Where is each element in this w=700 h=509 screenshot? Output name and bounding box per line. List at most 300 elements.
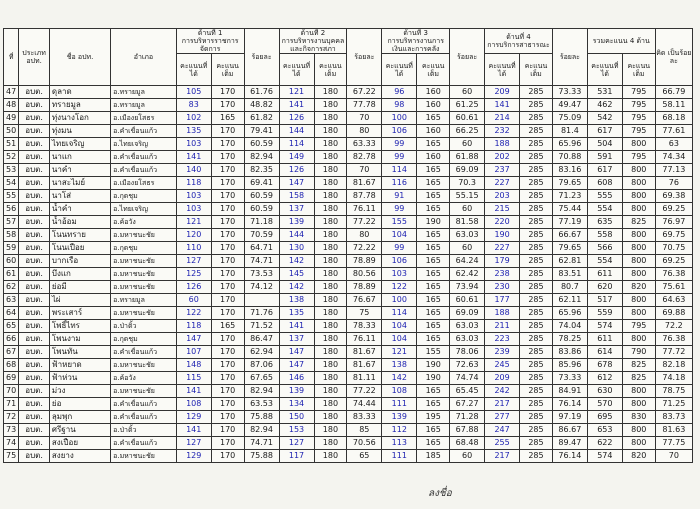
cell-g1-percent: 60.59 bbox=[244, 203, 279, 216]
cell-g4-percent: 73.33 bbox=[552, 372, 587, 385]
cell-g1-full: 170 bbox=[211, 346, 244, 359]
cell-g2-percent: 78.89 bbox=[347, 281, 382, 294]
cell-g4-got: 203 bbox=[485, 190, 520, 203]
total-full-header: คะแนนเต็ม bbox=[622, 54, 655, 86]
cell-g1-full: 170 bbox=[211, 398, 244, 411]
cell-g1-got: 127 bbox=[176, 437, 211, 450]
cell-g1-got: 148 bbox=[176, 359, 211, 372]
cell-total-full: 800 bbox=[622, 203, 655, 216]
cell-total-got: 554 bbox=[587, 203, 622, 216]
cell-g3-full: 165 bbox=[417, 385, 450, 398]
cell-type: อบต. bbox=[19, 112, 50, 125]
cell-g2-percent: 76.11 bbox=[347, 333, 382, 346]
cell-g1-got: 125 bbox=[176, 268, 211, 281]
cell-total-got: 504 bbox=[587, 138, 622, 151]
cell-g4-percent: 75.09 bbox=[552, 112, 587, 125]
cell-total-full: 800 bbox=[622, 333, 655, 346]
cell-g1-percent: 74.71 bbox=[244, 255, 279, 268]
g4-full-header: คะแนนเต็ม bbox=[520, 54, 553, 86]
cell-g4-full: 285 bbox=[520, 151, 553, 164]
cell-g1-percent: 75.88 bbox=[244, 411, 279, 424]
cell-g2-full: 180 bbox=[314, 255, 347, 268]
cell-type: อบต. bbox=[19, 138, 50, 151]
cell-g4-got: 277 bbox=[485, 411, 520, 424]
cell-g3-got: 113 bbox=[382, 437, 417, 450]
cell-g3-got: 99 bbox=[382, 242, 417, 255]
cell-g1-full: 170 bbox=[211, 359, 244, 372]
cell-g4-got: 188 bbox=[485, 138, 520, 151]
cell-g4-percent: 83.51 bbox=[552, 268, 587, 281]
table-row bbox=[4, 164, 693, 177]
cell-g1-full: 170 bbox=[211, 294, 244, 307]
cell-g4-got: 215 bbox=[485, 203, 520, 216]
cell-total-got: 695 bbox=[587, 411, 622, 424]
cell-g4-percent: 66.67 bbox=[552, 229, 587, 242]
table-row bbox=[4, 125, 693, 138]
cell-g3-percent: 60 bbox=[450, 242, 485, 255]
cell-amphoe: อ.มหาชนะชัย bbox=[111, 307, 177, 320]
cell-g2-percent: 70 bbox=[347, 112, 382, 125]
group2-header: ด้านที่ 2 การบริหารงานบุคคลและกิจการสภา bbox=[279, 29, 347, 54]
cell-g2-got: 141 bbox=[279, 99, 314, 112]
cell-g3-percent: 63.03 bbox=[450, 320, 485, 333]
table-row bbox=[4, 281, 693, 294]
cell-total-full: 790 bbox=[622, 346, 655, 359]
cell-g1-got: 110 bbox=[176, 242, 211, 255]
cell-no: 53 bbox=[4, 164, 19, 177]
cell-g1-percent: 70.59 bbox=[244, 229, 279, 242]
cell-g1-got: 118 bbox=[176, 177, 211, 190]
cell-g1-full: 170 bbox=[211, 424, 244, 437]
cell-g4-full: 285 bbox=[520, 398, 553, 411]
cell-amphoe: อ.มหาชนะชัย bbox=[111, 450, 177, 463]
cell-amphoe: อ.ไทยเจริญ bbox=[111, 138, 177, 151]
cell-g2-percent: 76.67 bbox=[347, 294, 382, 307]
cell-g4-full: 285 bbox=[520, 177, 553, 190]
table-row bbox=[4, 242, 693, 255]
cell-no: 64 bbox=[4, 307, 19, 320]
cell-g1-percent: 61.76 bbox=[244, 86, 279, 99]
cell-total-full: 825 bbox=[622, 372, 655, 385]
cell-g4-full: 285 bbox=[520, 203, 553, 216]
cell-g3-full: 165 bbox=[417, 281, 450, 294]
cell-g4-full: 285 bbox=[520, 242, 553, 255]
cell-total-full: 800 bbox=[622, 307, 655, 320]
cell-g3-full: 165 bbox=[417, 333, 450, 346]
cell-g2-full: 180 bbox=[314, 190, 347, 203]
cell-g4-got: 217 bbox=[485, 398, 520, 411]
cell-g3-full: 160 bbox=[417, 86, 450, 99]
cell-g2-percent: 87.78 bbox=[347, 190, 382, 203]
cell-g1-full: 170 bbox=[211, 385, 244, 398]
cell-g4-full: 285 bbox=[520, 229, 553, 242]
cell-total-percent: 58.11 bbox=[655, 99, 692, 112]
cell-g4-got: 188 bbox=[485, 307, 520, 320]
cell-g2-full: 180 bbox=[314, 411, 347, 424]
cell-name: สงยาง bbox=[49, 450, 110, 463]
cell-g4-percent: 73.33 bbox=[552, 86, 587, 99]
cell-no: 66 bbox=[4, 333, 19, 346]
group4-percent-header: ร้อยละ bbox=[552, 29, 587, 86]
cell-g4-got: 190 bbox=[485, 229, 520, 242]
cell-type: อบต. bbox=[19, 177, 50, 190]
cell-g4-full: 285 bbox=[520, 268, 553, 281]
cell-g3-percent: 60 bbox=[450, 203, 485, 216]
table-body bbox=[4, 86, 693, 463]
cell-g2-got: 139 bbox=[279, 216, 314, 229]
cell-g1-full: 170 bbox=[211, 242, 244, 255]
cell-g1-percent: 48.82 bbox=[244, 99, 279, 112]
cell-total-got: 678 bbox=[587, 359, 622, 372]
cell-g2-percent: 78.33 bbox=[347, 320, 382, 333]
table-row bbox=[4, 333, 693, 346]
cell-total-percent: 75.61 bbox=[655, 281, 692, 294]
cell-name: โนนทราย bbox=[49, 229, 110, 242]
cell-g2-percent: 77.22 bbox=[347, 385, 382, 398]
col-no-header: ที่ bbox=[4, 29, 19, 86]
cell-g4-got: 247 bbox=[485, 424, 520, 437]
cell-g2-got: 147 bbox=[279, 346, 314, 359]
cell-type: อบต. bbox=[19, 216, 50, 229]
cell-g4-percent: 76.14 bbox=[552, 398, 587, 411]
cell-no: 54 bbox=[4, 177, 19, 190]
cell-g3-percent: 60.61 bbox=[450, 112, 485, 125]
cell-g3-full: 165 bbox=[417, 138, 450, 151]
cell-g4-got: 239 bbox=[485, 346, 520, 359]
cell-g3-full: 160 bbox=[417, 99, 450, 112]
cell-g4-percent: 74.04 bbox=[552, 320, 587, 333]
cell-total-percent: 66.79 bbox=[655, 86, 692, 99]
cell-g4-full: 285 bbox=[520, 164, 553, 177]
g2-got-header: คะแนนที่ได้ bbox=[279, 54, 314, 86]
cell-amphoe: อ.คำเขื่อนแก้ว bbox=[111, 411, 177, 424]
cell-g1-full: 170 bbox=[211, 190, 244, 203]
cell-g3-full: 190 bbox=[417, 372, 450, 385]
cell-g1-percent: 86.47 bbox=[244, 333, 279, 346]
cell-g3-got: 108 bbox=[382, 385, 417, 398]
cell-total-full: 795 bbox=[622, 86, 655, 99]
cell-amphoe: อ.เมืองยโสธร bbox=[111, 177, 177, 190]
cell-type: อบต. bbox=[19, 255, 50, 268]
cell-total-full: 825 bbox=[622, 216, 655, 229]
cell-g2-got: 139 bbox=[279, 385, 314, 398]
cell-g2-full: 180 bbox=[314, 203, 347, 216]
cell-type: อบต. bbox=[19, 190, 50, 203]
cell-total-full: 825 bbox=[622, 359, 655, 372]
cell-name: นาสะไมย์ bbox=[49, 177, 110, 190]
cell-g4-percent: 71.23 bbox=[552, 190, 587, 203]
cell-g2-full: 180 bbox=[314, 450, 347, 463]
col-name-header: ชื่อ อปท. bbox=[49, 29, 110, 86]
cell-g3-got: 106 bbox=[382, 255, 417, 268]
cell-g4-full: 285 bbox=[520, 424, 553, 437]
cell-total-percent: 68.18 bbox=[655, 112, 692, 125]
cell-g1-got: 103 bbox=[176, 190, 211, 203]
cell-no: 59 bbox=[4, 242, 19, 255]
cell-g1-got: 102 bbox=[176, 112, 211, 125]
cell-amphoe: อ.ป่าติ้ว bbox=[111, 424, 177, 437]
cell-name: ทรายมูล bbox=[49, 99, 110, 112]
cell-g2-percent: 72.22 bbox=[347, 242, 382, 255]
cell-type: อบต. bbox=[19, 385, 50, 398]
g3-full-header: คะแนนเต็ม bbox=[417, 54, 450, 86]
cell-g2-got: 138 bbox=[279, 294, 314, 307]
cell-g1-percent: 60.59 bbox=[244, 138, 279, 151]
cell-name: สงเปือย bbox=[49, 437, 110, 450]
cell-total-got: 559 bbox=[587, 307, 622, 320]
cell-g3-got: 142 bbox=[382, 372, 417, 385]
cell-g3-percent: 65.45 bbox=[450, 385, 485, 398]
cell-g1-percent bbox=[244, 294, 279, 307]
cell-g4-full: 285 bbox=[520, 99, 553, 112]
cell-g1-percent: 71.52 bbox=[244, 320, 279, 333]
cell-g4-percent: 65.96 bbox=[552, 138, 587, 151]
cell-g3-full: 165 bbox=[417, 190, 450, 203]
cell-g3-got: 116 bbox=[382, 177, 417, 190]
cell-total-percent: 82.18 bbox=[655, 359, 692, 372]
cell-g2-got: 147 bbox=[279, 177, 314, 190]
cell-total-got: 555 bbox=[587, 190, 622, 203]
cell-g4-got: 209 bbox=[485, 86, 520, 99]
cell-g3-percent: 61.88 bbox=[450, 151, 485, 164]
cell-name: บากเรือ bbox=[49, 255, 110, 268]
cell-g4-got: 227 bbox=[485, 177, 520, 190]
cell-amphoe: อ.คำเขื่อนแก้ว bbox=[111, 437, 177, 450]
cell-g4-got: 223 bbox=[485, 333, 520, 346]
cell-g1-full: 170 bbox=[211, 125, 244, 138]
cell-g3-full: 165 bbox=[417, 242, 450, 255]
cell-g1-got: 141 bbox=[176, 424, 211, 437]
group1-percent-header: ร้อยละ bbox=[244, 29, 279, 86]
cell-g3-percent: 69.09 bbox=[450, 164, 485, 177]
cell-g1-percent: 82.94 bbox=[244, 385, 279, 398]
cell-g2-got: 142 bbox=[279, 281, 314, 294]
cell-g1-percent: 61.82 bbox=[244, 112, 279, 125]
cell-total-got: 531 bbox=[587, 86, 622, 99]
cell-g2-got: 126 bbox=[279, 164, 314, 177]
cell-g4-full: 285 bbox=[520, 359, 553, 372]
cell-name: ไทยเจริญ bbox=[49, 138, 110, 151]
cell-g4-full: 285 bbox=[520, 385, 553, 398]
cell-no: 70 bbox=[4, 385, 19, 398]
cell-g2-full: 180 bbox=[314, 359, 347, 372]
cell-total-got: 612 bbox=[587, 372, 622, 385]
cell-amphoe: อ.กุดชุม bbox=[111, 242, 177, 255]
cell-no: 61 bbox=[4, 268, 19, 281]
cell-g3-got: 103 bbox=[382, 268, 417, 281]
cell-g1-percent: 64.71 bbox=[244, 242, 279, 255]
cell-type: อบต. bbox=[19, 203, 50, 216]
cell-g2-got: 137 bbox=[279, 333, 314, 346]
cell-g1-full: 170 bbox=[211, 216, 244, 229]
cell-g4-got: 214 bbox=[485, 112, 520, 125]
cell-g2-percent: 83.33 bbox=[347, 411, 382, 424]
table-row bbox=[4, 268, 693, 281]
cell-g3-full: 165 bbox=[417, 164, 450, 177]
cell-g3-percent: 67.88 bbox=[450, 424, 485, 437]
cell-total-percent: 74.18 bbox=[655, 372, 692, 385]
cell-name: ทุ่งนางโอก bbox=[49, 112, 110, 125]
cell-type: อบต. bbox=[19, 411, 50, 424]
cell-g3-percent: 62.42 bbox=[450, 268, 485, 281]
cell-g2-got: 145 bbox=[279, 268, 314, 281]
cell-total-full: 800 bbox=[622, 294, 655, 307]
cell-g2-percent: 65 bbox=[347, 450, 382, 463]
cell-g1-got: 83 bbox=[176, 99, 211, 112]
cell-g2-got: 158 bbox=[279, 190, 314, 203]
cell-g4-got: 202 bbox=[485, 151, 520, 164]
cell-g3-full: 165 bbox=[417, 177, 450, 190]
table-header bbox=[4, 29, 693, 86]
cell-g4-got: 227 bbox=[485, 242, 520, 255]
cell-g2-got: 147 bbox=[279, 359, 314, 372]
cell-amphoe: อ.คำเขื่อนแก้ว bbox=[111, 164, 177, 177]
cell-type: อบต. bbox=[19, 125, 50, 138]
cell-g2-got: 150 bbox=[279, 411, 314, 424]
cell-total-got: 554 bbox=[587, 255, 622, 268]
cell-g1-percent: 82.94 bbox=[244, 424, 279, 437]
cell-g4-got: 237 bbox=[485, 164, 520, 177]
score-sheet bbox=[3, 28, 693, 463]
cell-g1-full: 170 bbox=[211, 177, 244, 190]
table-row bbox=[4, 359, 693, 372]
cell-g3-got: 100 bbox=[382, 112, 417, 125]
cell-g2-full: 180 bbox=[314, 86, 347, 99]
cell-name: น้ำคำ bbox=[49, 203, 110, 216]
cell-g2-percent: 81.67 bbox=[347, 177, 382, 190]
cell-g3-percent: 63.03 bbox=[450, 229, 485, 242]
cell-name: ฟ้าห่วน bbox=[49, 372, 110, 385]
cell-g2-percent: 70 bbox=[347, 164, 382, 177]
cell-g1-got: 60 bbox=[176, 294, 211, 307]
cell-g1-percent: 67.65 bbox=[244, 372, 279, 385]
cell-g1-got: 120 bbox=[176, 229, 211, 242]
cell-g3-got: 98 bbox=[382, 99, 417, 112]
cell-g4-got: 232 bbox=[485, 125, 520, 138]
cell-no: 65 bbox=[4, 320, 19, 333]
cell-g1-full: 170 bbox=[211, 372, 244, 385]
group2-percent-header: ร้อยละ bbox=[347, 29, 382, 86]
cell-g1-got: 129 bbox=[176, 411, 211, 424]
table-row bbox=[4, 229, 693, 242]
cell-g3-percent: 66.25 bbox=[450, 125, 485, 138]
cell-no: 68 bbox=[4, 359, 19, 372]
table-row bbox=[4, 255, 693, 268]
cell-g3-got: 104 bbox=[382, 320, 417, 333]
cell-g4-got: 177 bbox=[485, 294, 520, 307]
cell-name: น้ำอ้อม bbox=[49, 216, 110, 229]
cell-g1-full: 170 bbox=[211, 450, 244, 463]
table-row bbox=[4, 450, 693, 463]
cell-g3-full: 165 bbox=[417, 398, 450, 411]
cell-type: อบต. bbox=[19, 242, 50, 255]
cell-g4-percent: 49.47 bbox=[552, 99, 587, 112]
cell-total-percent: 77.13 bbox=[655, 164, 692, 177]
cell-g4-percent: 70.88 bbox=[552, 151, 587, 164]
cell-g4-full: 285 bbox=[520, 346, 553, 359]
cell-g2-full: 180 bbox=[314, 333, 347, 346]
table-row bbox=[4, 151, 693, 164]
cell-g3-percent: 64.24 bbox=[450, 255, 485, 268]
cell-g3-percent: 78.06 bbox=[450, 346, 485, 359]
cell-g1-got: 118 bbox=[176, 320, 211, 333]
cell-g2-percent: 70.56 bbox=[347, 437, 382, 450]
cell-g3-got: 111 bbox=[382, 398, 417, 411]
cell-name: ศรีฐาน bbox=[49, 424, 110, 437]
cell-total-got: 614 bbox=[587, 346, 622, 359]
cell-type: อบต. bbox=[19, 99, 50, 112]
table-row bbox=[4, 138, 693, 151]
cell-name: โพธิ์ไทร bbox=[49, 320, 110, 333]
cell-g2-got: 130 bbox=[279, 242, 314, 255]
cell-g1-percent: 82.94 bbox=[244, 151, 279, 164]
cell-g2-percent: 80 bbox=[347, 125, 382, 138]
cell-no: 50 bbox=[4, 125, 19, 138]
cell-g4-got: 141 bbox=[485, 99, 520, 112]
cell-name: โพนงาม bbox=[49, 333, 110, 346]
cell-total-percent: 77.61 bbox=[655, 125, 692, 138]
cell-g3-got: 139 bbox=[382, 411, 417, 424]
cell-g1-percent: 74.71 bbox=[244, 437, 279, 450]
cell-total-percent: 83.73 bbox=[655, 411, 692, 424]
cell-g4-full: 285 bbox=[520, 112, 553, 125]
cell-amphoe: อ.กุดชุม bbox=[111, 333, 177, 346]
cell-total-got: 558 bbox=[587, 229, 622, 242]
cell-g1-full: 170 bbox=[211, 138, 244, 151]
cell-g2-full: 180 bbox=[314, 437, 347, 450]
cell-g1-full: 170 bbox=[211, 99, 244, 112]
cell-g4-full: 285 bbox=[520, 138, 553, 151]
cell-g2-percent: 85 bbox=[347, 424, 382, 437]
cell-g2-full: 180 bbox=[314, 177, 347, 190]
cell-no: 49 bbox=[4, 112, 19, 125]
cell-g3-percent: 70.3 bbox=[450, 177, 485, 190]
cell-g3-got: 122 bbox=[382, 281, 417, 294]
cell-g4-full: 285 bbox=[520, 411, 553, 424]
table-row bbox=[4, 385, 693, 398]
cell-total-full: 800 bbox=[622, 398, 655, 411]
cell-g1-percent: 74.12 bbox=[244, 281, 279, 294]
cell-g3-full: 155 bbox=[417, 346, 450, 359]
cell-no: 69 bbox=[4, 372, 19, 385]
cell-g3-full: 165 bbox=[417, 112, 450, 125]
cell-g2-got: 153 bbox=[279, 424, 314, 437]
cell-g2-full: 180 bbox=[314, 346, 347, 359]
cell-total-percent: 64.63 bbox=[655, 294, 692, 307]
cell-g3-got: 99 bbox=[382, 151, 417, 164]
cell-g3-full: 165 bbox=[417, 320, 450, 333]
cell-name: นาโส่ bbox=[49, 190, 110, 203]
cell-g2-percent: 76.11 bbox=[347, 203, 382, 216]
cell-type: อบต. bbox=[19, 359, 50, 372]
cell-g4-percent: 65.96 bbox=[552, 307, 587, 320]
cell-g3-got: 121 bbox=[382, 346, 417, 359]
g1-full-header: คะแนนเต็ม bbox=[211, 54, 244, 86]
cell-g2-full: 180 bbox=[314, 320, 347, 333]
cell-g2-percent: 81.11 bbox=[347, 372, 382, 385]
cell-amphoe: อ.คำเขื่อนแก้ว bbox=[111, 125, 177, 138]
cell-g1-full: 170 bbox=[211, 307, 244, 320]
cell-amphoe: อ.มหาชนะชัย bbox=[111, 255, 177, 268]
col-amphoe-header: อำเภอ bbox=[111, 29, 177, 86]
cell-name: โนนเปือย bbox=[49, 242, 110, 255]
cell-g4-got: 217 bbox=[485, 450, 520, 463]
cell-g4-percent: 89.47 bbox=[552, 437, 587, 450]
cell-g1-got: 115 bbox=[176, 372, 211, 385]
cell-g1-got: 103 bbox=[176, 203, 211, 216]
cell-g2-percent: 67.22 bbox=[347, 86, 382, 99]
cell-total-percent: 63 bbox=[655, 138, 692, 151]
